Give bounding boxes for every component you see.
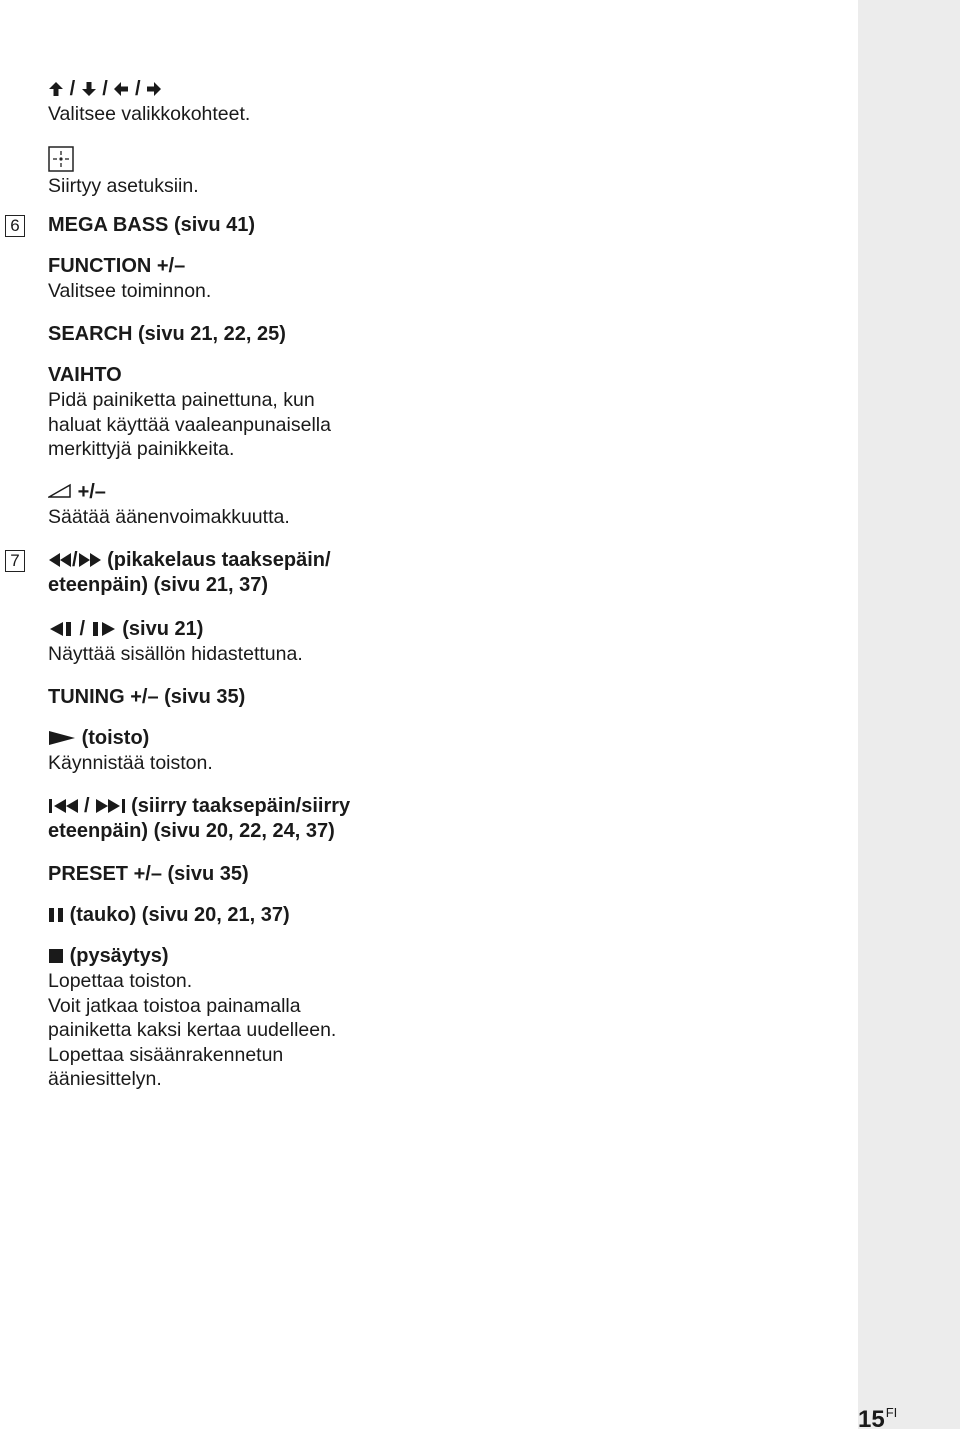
options-icon bbox=[48, 146, 74, 172]
arrow-up-icon bbox=[48, 81, 64, 97]
stop-desc-line: Lopettaa toiston. bbox=[48, 970, 193, 992]
search-item bbox=[48, 322, 828, 347]
side-band bbox=[858, 0, 960, 1429]
section-marker-6: 6 bbox=[5, 215, 25, 237]
skip-label: (siirry taaksepäin/siirry bbox=[131, 795, 351, 817]
play-desc: Käynnistää toiston. bbox=[48, 752, 213, 774]
slow-label: (sivu 21) bbox=[122, 618, 204, 640]
pause-label: (tauko) (sivu 20, 21, 37) bbox=[69, 904, 290, 926]
arrow-down-icon bbox=[81, 81, 97, 97]
play-item bbox=[48, 726, 828, 776]
fast-wind-label-2: eteenpäin) (sivu 21, 37) bbox=[48, 574, 269, 596]
function-desc: Valitsee toiminnon. bbox=[48, 280, 212, 302]
fast-forward-icon bbox=[78, 552, 102, 568]
search-label: SEARCH (sivu 21, 22, 25) bbox=[48, 323, 286, 345]
tuning-item bbox=[48, 685, 828, 710]
vaihto-desc-line: Pidä painiketta painettuna, kun bbox=[48, 389, 315, 411]
play-icon bbox=[48, 730, 76, 746]
page-language: FI bbox=[885, 1405, 898, 1420]
page-number bbox=[858, 1398, 897, 1435]
skip-label-2: eteenpäin) (sivu 20, 22, 24, 37) bbox=[48, 820, 335, 842]
volume-desc: Säätää äänenvoimakkuutta. bbox=[48, 506, 290, 528]
pause-item bbox=[48, 903, 828, 928]
options-desc: Siirtyy asetuksiin. bbox=[48, 175, 199, 197]
stop-label: (pysäytys) bbox=[69, 945, 169, 967]
separator: / bbox=[134, 78, 141, 100]
stop-desc-line: painiketta kaksi kertaa uudelleen. bbox=[48, 1019, 337, 1041]
separator: / bbox=[69, 78, 76, 100]
fast-wind-label: (pikakelaus taaksepäin/ bbox=[107, 549, 331, 571]
stop-icon bbox=[48, 948, 64, 964]
play-label: (toisto) bbox=[81, 727, 150, 749]
vaihto-label: VAIHTO bbox=[48, 364, 122, 386]
stop-desc-line: Voit jatkaa toistoa painamalla bbox=[48, 994, 301, 1017]
slow-desc: Näyttää sisällön hidastettuna. bbox=[48, 643, 303, 665]
preset-item bbox=[48, 862, 828, 887]
section-marker-7: 7 bbox=[5, 550, 25, 572]
tuning-label: TUNING +/– (sivu 35) bbox=[48, 686, 246, 708]
arrow-right-icon bbox=[146, 81, 162, 97]
function-label: FUNCTION +/– bbox=[48, 255, 186, 277]
mega-bass-label: MEGA BASS (sivu 41) bbox=[48, 214, 256, 236]
stop-desc-line: Lopettaa sisäänrakennetun bbox=[48, 1043, 284, 1066]
rewind-icon bbox=[48, 552, 72, 568]
vaihto-desc-line: merkittyjä painikkeita. bbox=[48, 438, 235, 460]
separator: / bbox=[102, 78, 108, 100]
arrows-desc: Valitsee valikkokohteet. bbox=[48, 103, 251, 125]
slow-forward-icon bbox=[91, 621, 117, 637]
stop-item bbox=[48, 944, 828, 1092]
options-item bbox=[48, 146, 828, 199]
skip-previous-icon bbox=[48, 798, 84, 814]
arrow-left-icon bbox=[113, 81, 129, 97]
vaihto-desc-line: haluat käyttää vaaleanpunaisella bbox=[48, 413, 331, 436]
pause-icon bbox=[48, 907, 64, 923]
slow-item: / (sivu 21) Näyttää sisällön hidastettuna. bbox=[48, 617, 828, 667]
skip-next-icon bbox=[90, 798, 126, 814]
preset-label: PRESET +/– (sivu 35) bbox=[48, 863, 249, 885]
skip-item: / (siirry taaksepäin/siirry eteenpäin) (sivu 20, 22, 24, 37) bbox=[48, 794, 828, 844]
vaihto-item bbox=[48, 363, 828, 462]
fast-wind-item: / (pikakelaus taaksepäin/ eteenpäin) (sivu 21, 37) bbox=[48, 548, 828, 598]
mega-bass-item bbox=[48, 213, 828, 238]
volume-item bbox=[48, 480, 828, 530]
stop-desc-line: ääniesittelyn. bbox=[48, 1068, 162, 1090]
volume-icon bbox=[48, 483, 72, 499]
arrows-item bbox=[48, 77, 828, 127]
page-number-value: 15 bbox=[858, 1406, 885, 1433]
slow-reverse-icon bbox=[48, 621, 74, 637]
volume-label: +/– bbox=[77, 481, 106, 503]
function-item bbox=[48, 254, 828, 304]
